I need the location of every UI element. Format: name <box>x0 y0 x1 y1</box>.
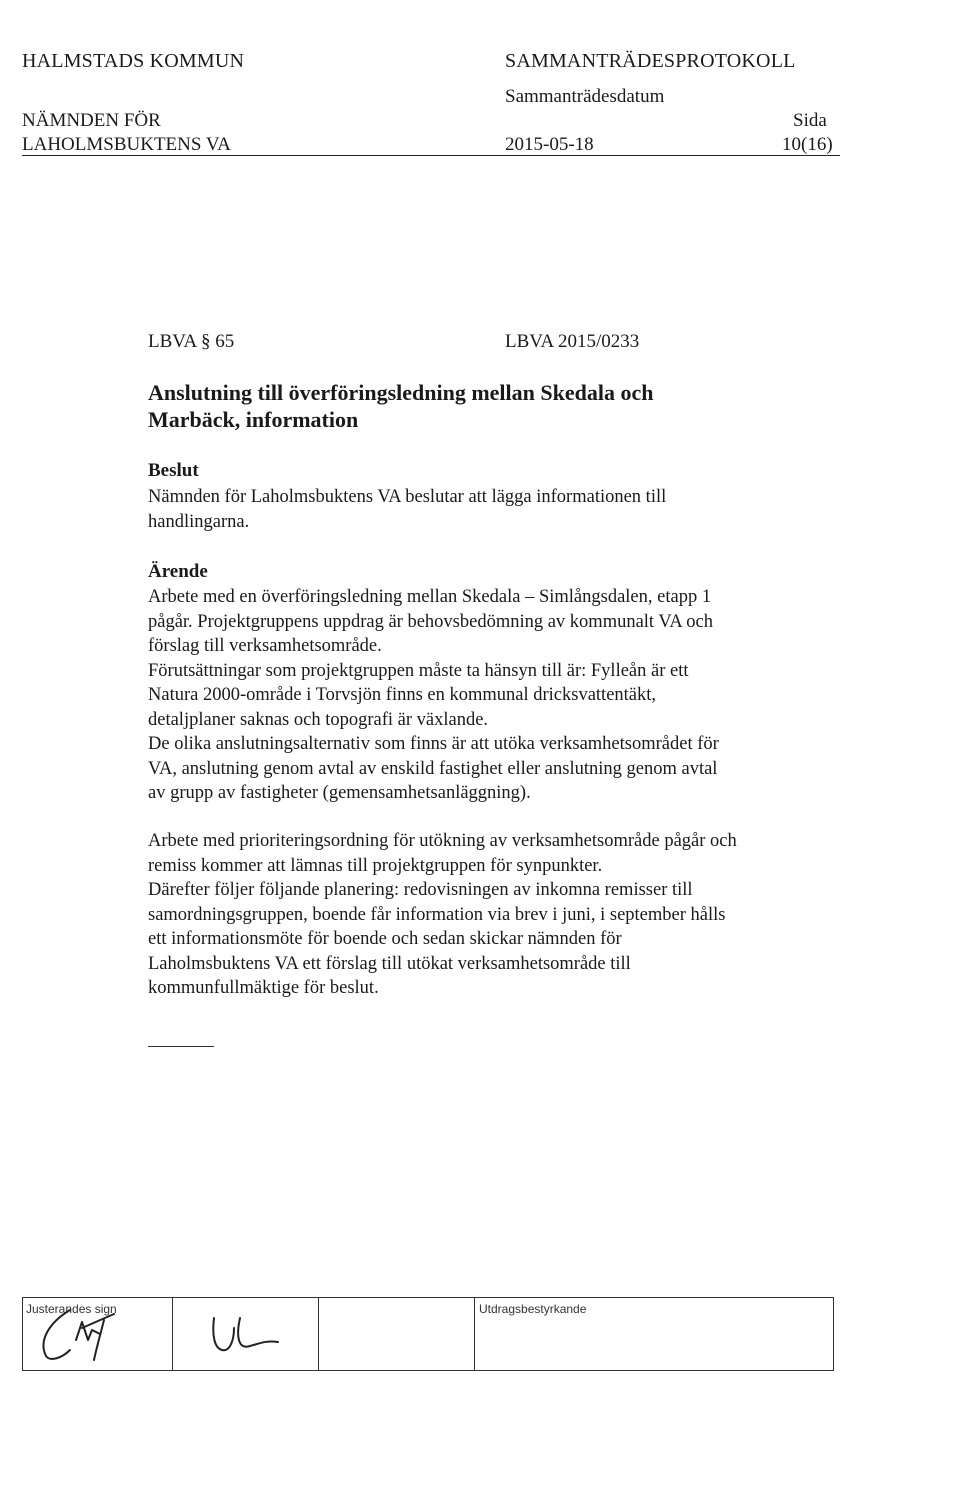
page-label: Sida <box>793 110 827 131</box>
text-line: remiss kommer att lämnas till projektgruppen för synpunkter. <box>148 855 603 876</box>
footer-signature-table <box>22 1297 834 1371</box>
text-line: De olika anslutningsalternativ som finns är att utöka verksamhetsområdet för <box>148 734 719 754</box>
case-number: LBVA 2015/0233 <box>505 331 640 352</box>
case-title-line2: Marbäck, information <box>148 407 359 432</box>
text-line: ett informationsmöte för boende och sedan skickar nämnden för <box>148 929 622 949</box>
text-line: kommunfullmäktige för beslut. <box>148 978 379 998</box>
text-line: Natura 2000-område i Torvsjön finns en kommunal dricksvattentäkt, <box>148 685 657 705</box>
page-number: 10(16) <box>782 134 833 155</box>
matter-heading: Ärende <box>148 561 208 582</box>
meeting-date: 2015-05-18 <box>505 134 594 155</box>
text-line: Arbete med en överföringsledning mellan Skedala – Simlångsdalen, etapp 1 <box>148 587 712 607</box>
text-line: Arbete med prioriteringsordning för utökning av verksamhetsområde pågår och <box>148 831 737 851</box>
text-line: Förutsättningar som projektgruppen måste ta hänsyn till är: Fylleån är ett <box>148 660 689 681</box>
matter-paragraph-1 <box>148 585 838 806</box>
footer-divider <box>318 1297 319 1370</box>
paragraph-number: LBVA § 65 <box>148 331 235 352</box>
text-line: Därefter följer följande planering: redovisningen av inkomna remisser till <box>148 880 693 900</box>
meeting-date-label: Sammanträdesdatum <box>505 86 665 107</box>
signature-initials-2 <box>200 1310 290 1362</box>
footer-divider <box>474 1297 475 1370</box>
header-rule <box>22 155 840 156</box>
signature-initials-1 <box>30 1300 130 1368</box>
end-rule <box>148 1046 214 1047</box>
text-line: förslag till verksamhetsområde. <box>148 636 382 656</box>
board-name-line1: NÄMNDEN FÖR <box>22 110 161 131</box>
case-title-line1: Anslutning till överföringsledning mellan Skedala och <box>148 380 654 405</box>
decision-line: Nämnden för Laholmsbuktens VA beslutar att lägga informationen till <box>148 487 667 507</box>
case-title <box>148 379 848 433</box>
extract-certification-label: Utdragsbestyrkande <box>479 1302 587 1316</box>
board-name-line2: LAHOLMSBUKTENS VA <box>22 134 231 155</box>
decision-line: handlingarna. <box>148 511 250 532</box>
organization-name: HALMSTADS KOMMUN <box>22 50 245 72</box>
document-type: SAMMANTRÄDESPROTOKOLL <box>505 50 796 72</box>
text-line: Laholmsbuktens VA ett förslag till utökat verksamhetsområde till <box>148 953 631 974</box>
matter-paragraph-2 <box>148 829 838 1001</box>
signature-label: Justerandes sign <box>26 1302 117 1316</box>
text-line: av grupp av fastigheter (gemensamhetsanläggning). <box>148 783 531 803</box>
text-line: pågår. Projektgruppens uppdrag är behovsbedömning av kommunalt VA och <box>148 611 714 632</box>
text-line: detaljplaner saknas och topografi är växlande. <box>148 709 489 730</box>
footer-divider <box>172 1297 173 1370</box>
decision-text <box>148 485 838 534</box>
text-line: VA, anslutning genom avtal av enskild fastighet eller anslutning genom avtal <box>148 758 718 779</box>
text-line: samordningsgruppen, boende får information via brev i juni, i september hålls <box>148 904 726 925</box>
decision-heading: Beslut <box>148 460 199 481</box>
